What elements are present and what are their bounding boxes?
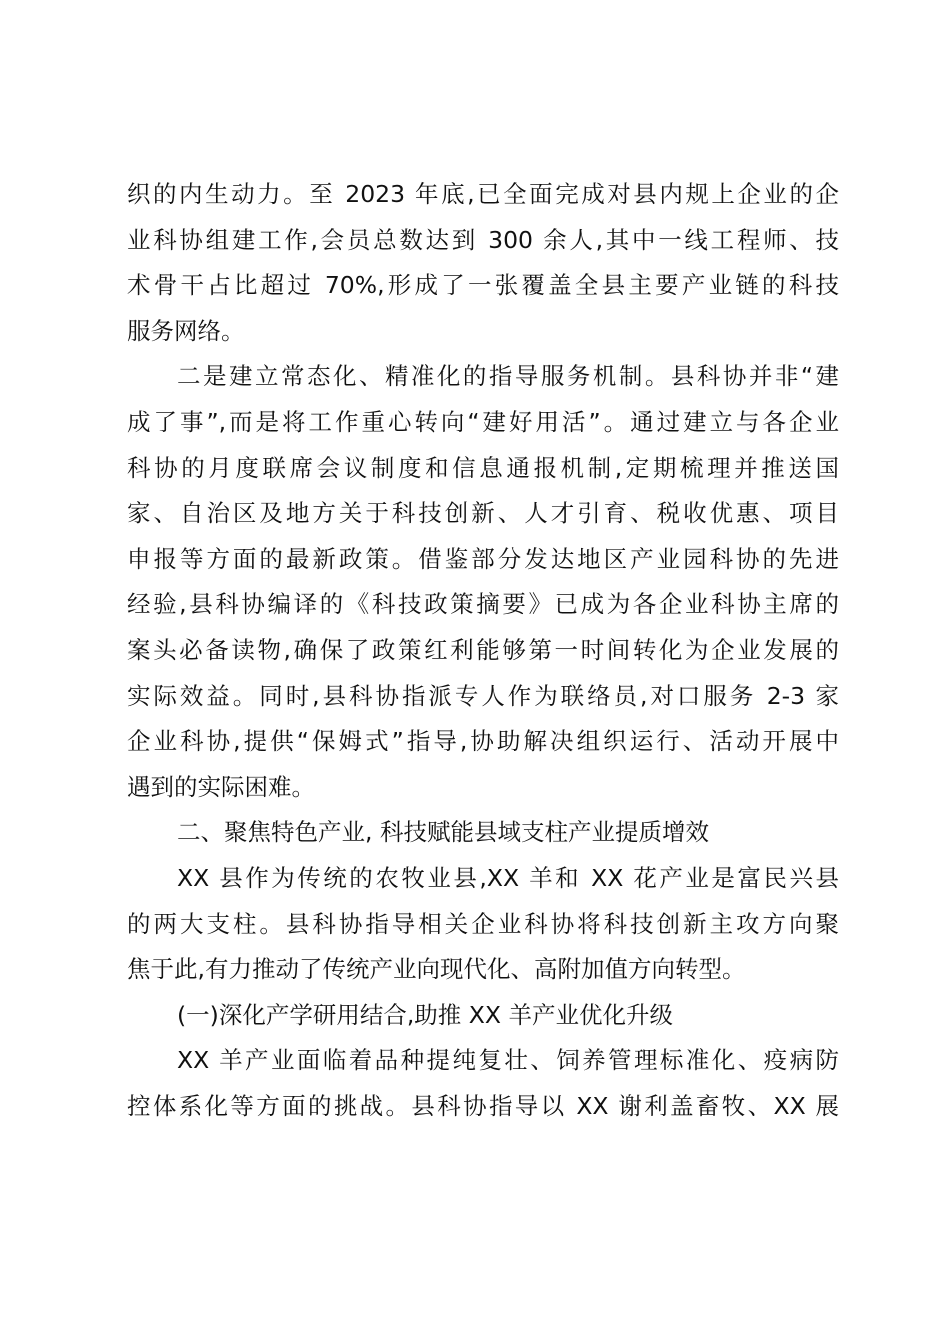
text-line: 术骨干占比超过 70%,形成了一张覆盖全县主要产业链的科技: [127, 271, 839, 300]
text-line: 业科协组建工作,会员总数达到 300 余人,其中一线工程师、技: [127, 225, 839, 254]
text-line: 服务网络。: [127, 316, 245, 345]
text-line: 二、聚焦特色产业, 科技赋能县域支柱产业提质增效: [177, 818, 709, 847]
text-line: 科协的月度联席会议制度和信息通报机制,定期梳理并推送国: [127, 453, 839, 482]
text-line: 成了事”,而是将工作重心转向“建好用活”。通过建立与各企业: [127, 407, 839, 436]
document-body: [127, 172, 839, 1129]
text-line: 申报等方面的最新政策。借鉴部分发达地区产业园科协的先进: [127, 544, 839, 573]
text-line: 经验,县科协编译的《科技政策摘要》已成为各企业科协主席的: [127, 590, 839, 619]
text-line: 家、自治区及地方关于科技创新、人才引育、税收优惠、项目: [127, 499, 839, 528]
text-line: 企业科协,提供“保姆式”指导,协助解决组织运行、活动开展中: [127, 727, 839, 756]
text-line: 焦于此,有力推动了传统产业向现代化、高附加值方向转型。: [127, 955, 746, 984]
text-line: (一)深化产学研用结合,助推 XX 羊产业优化升级: [177, 1000, 673, 1029]
text-line: XX 羊产业面临着品种提纯复壮、饲养管理标准化、疫病防: [177, 1046, 839, 1075]
text-line: 的两大支柱。县科协指导相关企业科协将科技创新主攻方向聚: [127, 909, 839, 938]
text-line: 控体系化等方面的挑战。县科协指导以 XX 谢利盖畜牧、XX 展: [127, 1091, 839, 1120]
text-line: 织的内生动力。至 2023 年底,已全面完成对县内规上企业的企: [127, 180, 839, 208]
text-line: 二是建立常态化、精准化的指导服务机制。县科协并非“建: [177, 362, 839, 391]
text-line: 案头必备读物,确保了政策红利能够第一时间转化为企业发展的: [127, 635, 839, 664]
text-line: 实际效益。同时,县科协指派专人作为联络员,对口服务 2-3 家: [127, 681, 839, 710]
text-line: XX 县作为传统的农牧业县,XX 羊和 XX 花产业是富民兴县: [177, 863, 839, 892]
text-line: 遇到的实际困难。: [127, 772, 315, 801]
